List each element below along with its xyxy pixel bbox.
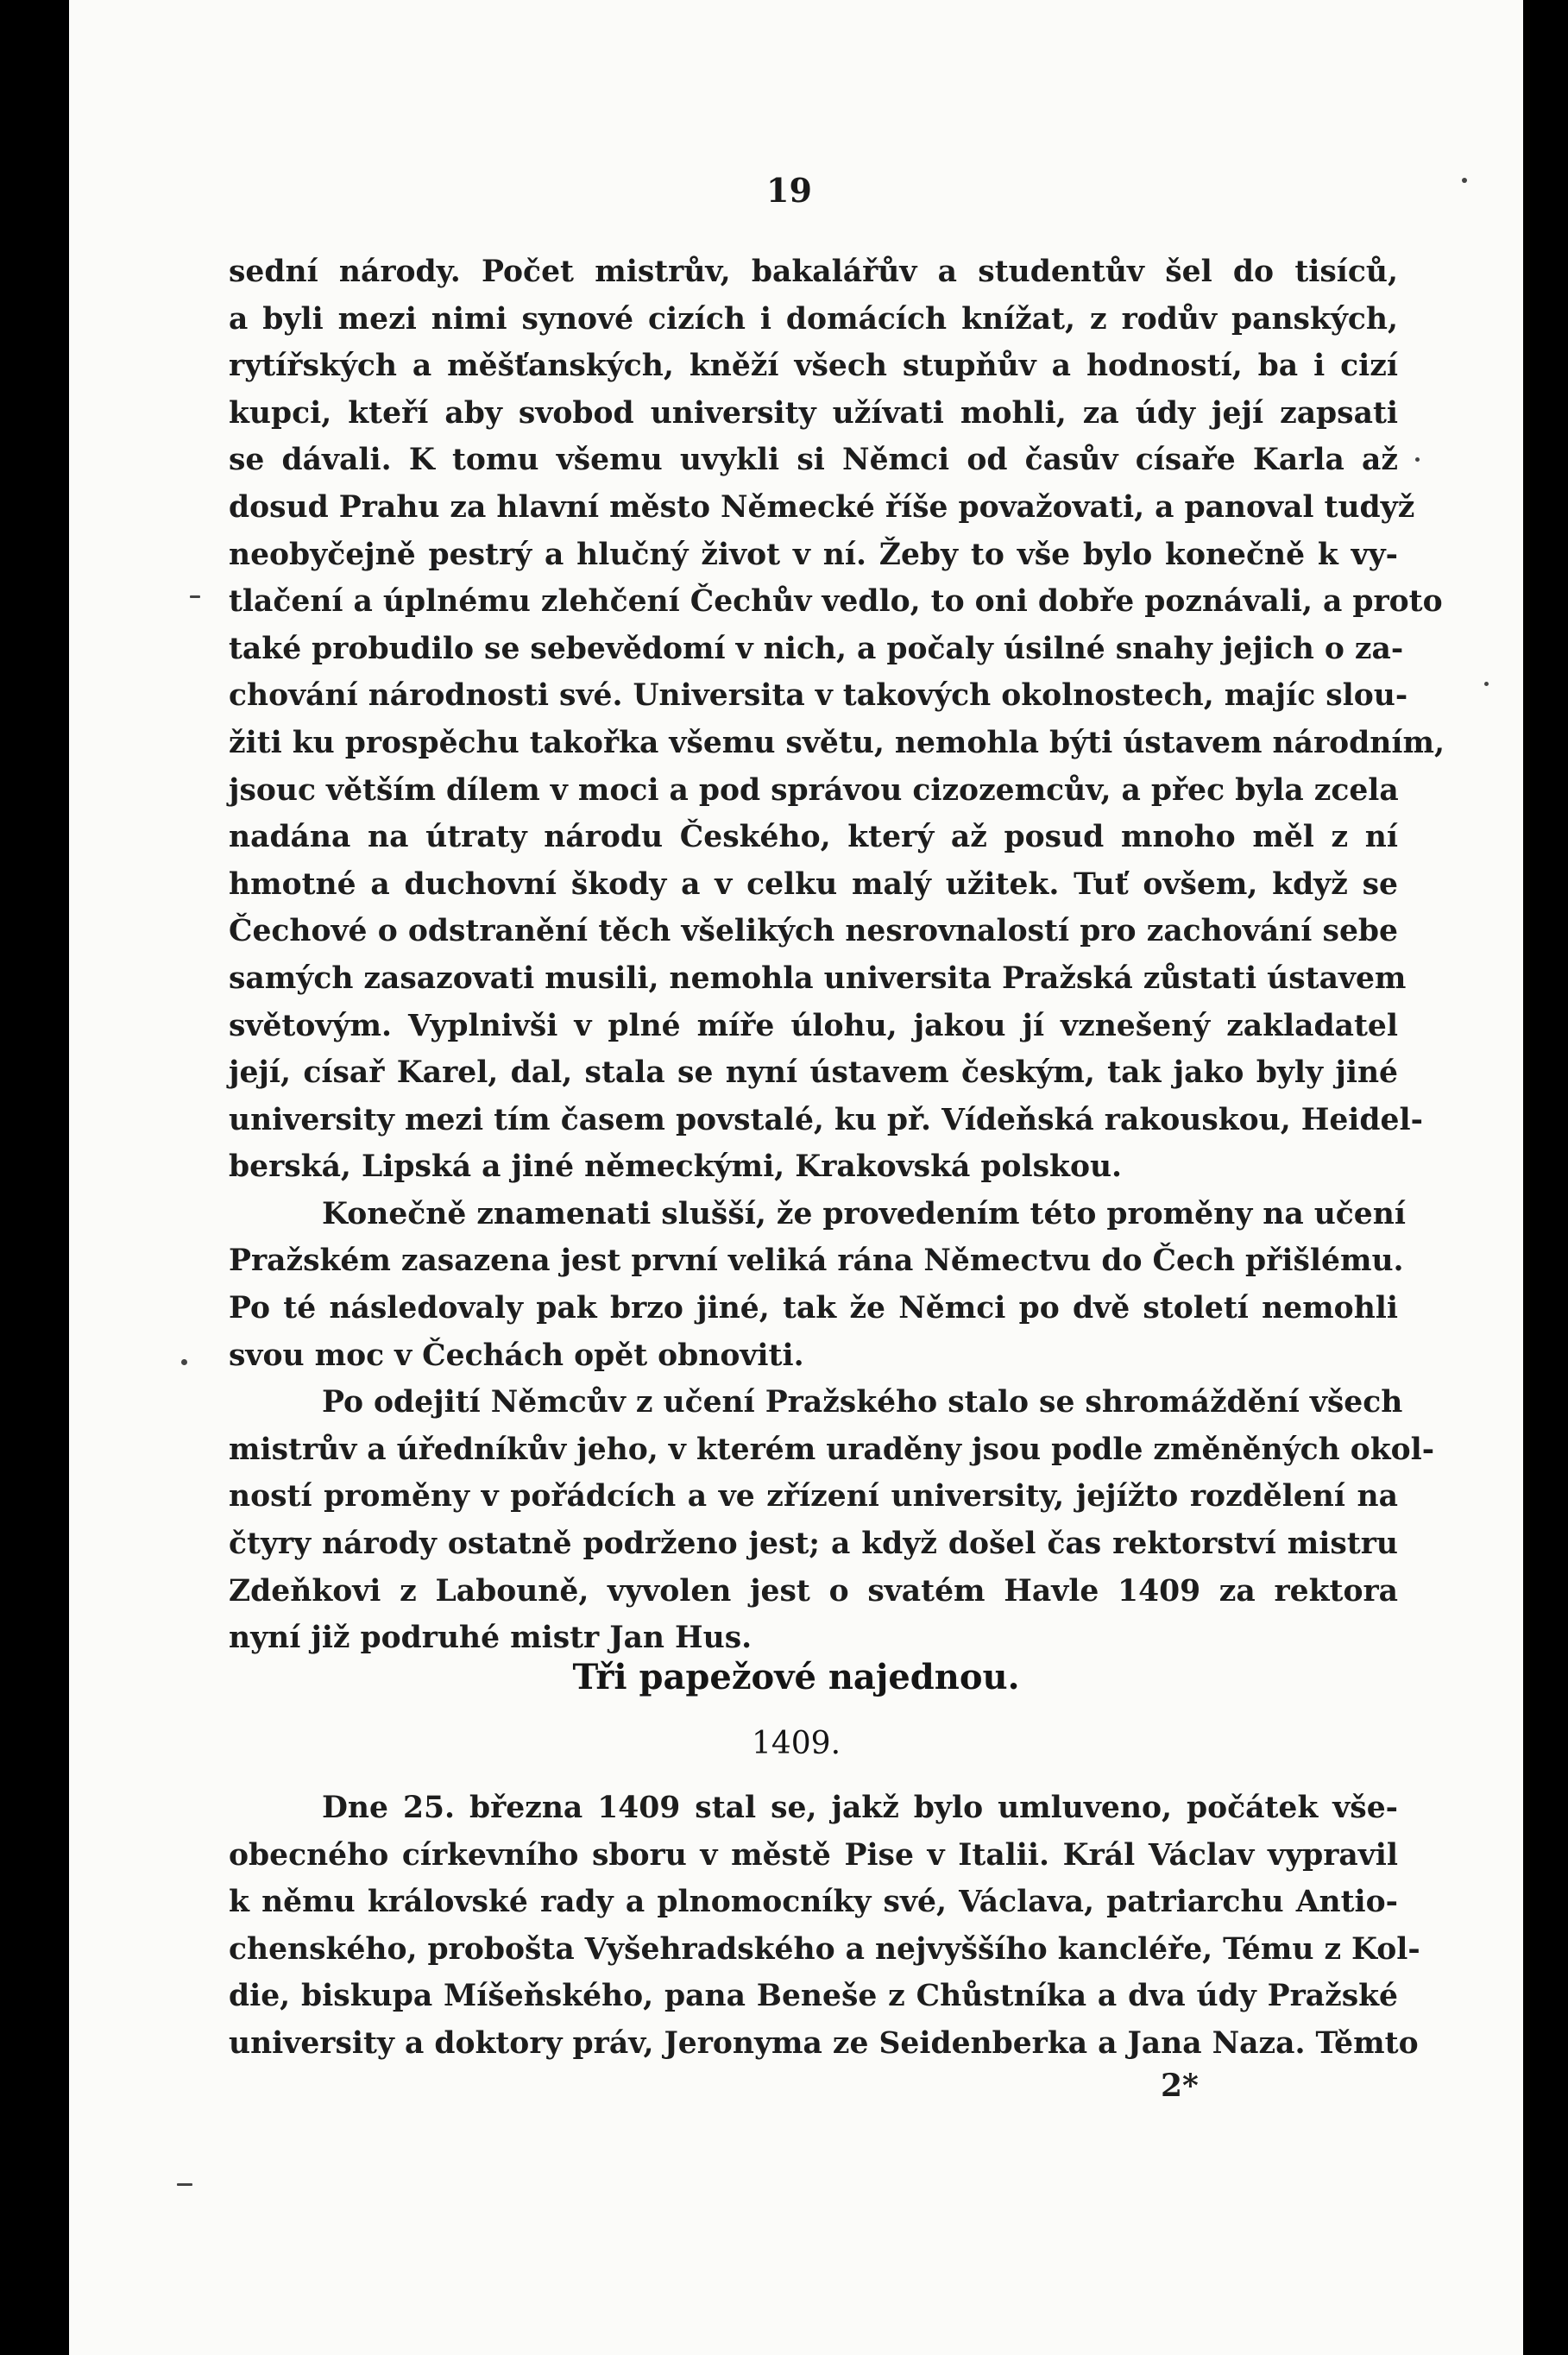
text-line: berská, Lipská a jiné německými, Krakovská polskou. [229, 1149, 1123, 1185]
paper-speck [1484, 682, 1489, 686]
text-line: a byli mezi nimi synové cizích i domácích knížat, z rodův panských, [229, 301, 1398, 337]
text-line: k němu královské rady a plnomocníky své, Václava, patriarchu Antio- [229, 1885, 1398, 1920]
text-line: neobyčejně pestrý a hlučný život v ní. Žeby to vše bylo konečně k vy- [229, 537, 1398, 572]
text-line: hmotné a duchovní škody a v celku malý užitek. Tuť ovšem, když se [229, 866, 1398, 902]
main-text [229, 249, 1445, 1662]
text-line: také probudilo se sebevědomí v nich, a počaly úsilné snahy jejich o za- [229, 631, 1404, 666]
text-line: dosud Prahu za hlavní město Německé říše považovati, a panoval tudyž [229, 489, 1415, 525]
text-line: obecného církevního sboru v městě Pise v Italii. Král Václav vypravil [229, 1837, 1398, 1873]
text-line: žiti ku prospěchu takořka všemu světu, nemohla býti ústavem národním, [229, 725, 1445, 760]
text-line: university mezi tím časem povstalé, ku př. Vídeňská rakouskou, Heidel- [229, 1102, 1423, 1137]
section-year: 1409. [751, 1726, 841, 1761]
text-line: jsouc větším dílem v moci a pod správou cizozemcův, a přec byla zcela [229, 772, 1399, 808]
text-line: chování národnosti své. Universita v takových okolnostech, majíc slou- [229, 678, 1408, 714]
paper-speck [1415, 457, 1420, 462]
text-line: Po odejití Němcův z učení Pražského stalo se shromáždění všech [322, 1385, 1403, 1420]
paper-speck [177, 2183, 192, 2186]
paper-speck [190, 595, 200, 598]
text-line: Pražském zasazena jest první veliká rána Němectvu do Čech přišlému. [229, 1244, 1404, 1279]
text-line: čtyry národy ostatně podrženo jest; a když došel čas rektorství mistru [229, 1527, 1398, 1562]
text-line: světovým. Vyplnivši v plné míře úlohu, jakou jí vznešený zakladatel [229, 1008, 1398, 1043]
text-line: se dávali. K tomu všemu uvykli si Němci od časův císaře Karla až [229, 443, 1398, 478]
text-line: Konečně znamenati slušší, že provedením této proměny na učení [322, 1196, 1406, 1231]
text-line: Po té následovaly pak brzo jiné, tak že Němci po dvě století nemohli [229, 1291, 1398, 1326]
section-text [229, 1785, 1420, 2068]
text-line: nyní již podruhé mistr Jan Hus. [229, 1621, 753, 1656]
text-line: rytířských a měšťanských, kněží všech stupňův a hodností, ba i cizí [229, 349, 1398, 384]
text-line: sední národy. Počet mistrův, bakalářův a studentův šel do tisíců, [229, 255, 1398, 289]
text-line: svou moc v Čechách opět obnoviti. [229, 1338, 804, 1373]
text-line: die, biskupa Míšeňského, pana Beneše z Chůstníka a dva údy Pražské [229, 1979, 1398, 2014]
text-line: mistrův a úředníkův jeho, v kterém uraděny jsou podle změněných okol- [229, 1432, 1435, 1467]
text-line: Zdeňkovi z Labouně, vyvolen jest o svatém Havle 1409 za rektora [229, 1573, 1398, 1609]
signature-mark: 2* [1161, 2068, 1199, 2104]
text-line: nadána na útraty národu Českého, který až posud mnoho měl z ní [229, 820, 1398, 855]
text-line: Čechové o odstranění těch všelikých nesrovnalostí pro zachování sebe [229, 914, 1398, 949]
text-line: Dne 25. března 1409 stal se, jakž bylo umluveno, počátek vše- [322, 1791, 1398, 1825]
paper-speck [1462, 178, 1467, 183]
section-title: Tři papežové najednou. [572, 1657, 1020, 1697]
text-line: chenského, probošta Vyšehradského a nejvyššího kancléře, Tému z Kol- [229, 1931, 1420, 1967]
text-line: tlačení a úplnému zlehčení Čechův vedlo, to oni dobře poznávali, a proto [229, 584, 1443, 620]
book-page [69, 0, 1523, 2355]
text-line: university a doktory práv, Jeronyma ze Seidenberka a Jana Naza. Těmto [229, 2025, 1419, 2061]
text-line: ností proměny v pořádcích a ve zřízení university, jejížto rozdělení na [229, 1479, 1398, 1514]
text-line: její, císař Karel, dal, stala se nyní ústavem českým, tak jako byly jiné [229, 1055, 1398, 1091]
page-number: 19 [766, 171, 812, 210]
text-line: samých zasazovati musili, nemohla universita Pražská zůstati ústavem [229, 960, 1407, 996]
paper-speck [181, 1359, 187, 1365]
text-line: kupci, kteří aby svobod university užívati mohli, za údy její zapsati [229, 395, 1398, 431]
